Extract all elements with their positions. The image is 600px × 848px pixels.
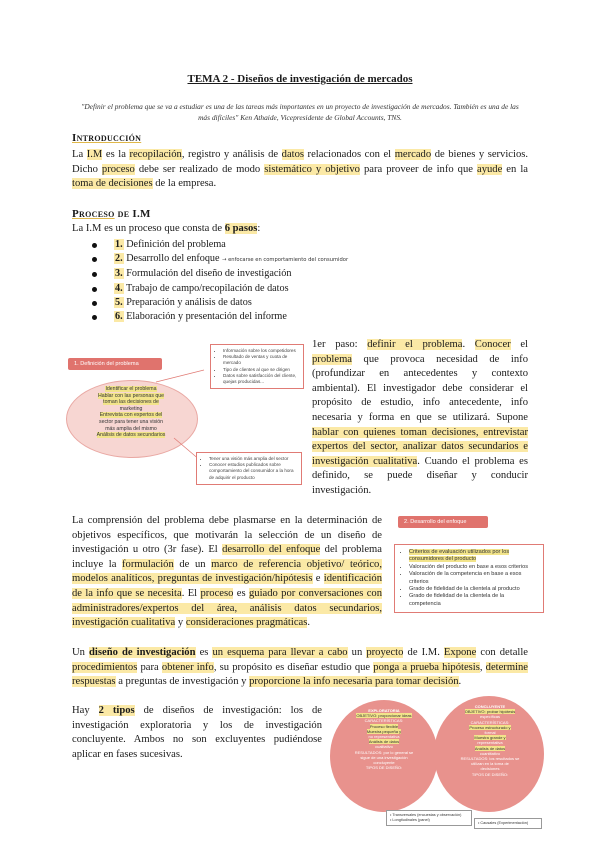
step-2-note: → enfocarse en comportamiento del consumidor xyxy=(222,257,349,264)
slide-definicion-problema xyxy=(64,342,304,492)
steps-list xyxy=(92,238,352,324)
intro-paragraph: La I.M es la recopilación, registro y análisis de datos relacionados con el mercado de bienes y servicios. Dicho proceso debe ser realizado de modo sistemático y objetivo para proveer de info que ayude en la toma de decisiones de la empresa. xyxy=(72,149,529,190)
step-1: 1. Definición del problema xyxy=(92,238,352,252)
concluyente-types-box: • Causales (Experimentación) xyxy=(474,818,542,829)
diseno-paragraph: Un diseño de investigación es un esquema para llevar a cabo un proyecto de I.M. Expone con detalle procedimientos para obtener info, su propósito es diseñar estudio que ponga a prueba hipótesis, determine respuestas a preguntas de investigación y proporcione la info necesaria para tomar decisión. xyxy=(72,647,529,688)
document-title: TEMA 2 - Diseños de investigación de mercados xyxy=(187,73,413,85)
paso-1-paragraph: 1er paso: definir el problema. Conocer el problema que provoca necesidad de info (profundizar en antecedentes y contexto ambiental). El investigador debe considerar el propósito de estudio, info antecedente, info necesaria y forma en que se utilizará. Supone hablar con quienes toman decisiones, entrevistar expertos del sector, analizar datos secundarios e investigación cualitativa. Cuando el problema es definido, se puede diseñar y conducir investigación. xyxy=(312,339,529,496)
slide-desarrollo-enfoque xyxy=(394,514,544,618)
slide-1-box-bottom: • Tener una visión más amplia del sector • Conocer estudios publicados sobre comportamiento del consumidor a la hora de adquirir el producto xyxy=(196,452,302,485)
exploratoria-text: EXPLORATORIA OBJETIVO: proporcionar ideas CARACTERÍSTICAS: Proceso flexible Muestra pequeña y no representativa Análisis de datos cualitativo RESULTADOS: por lo general se sigue de una investigación concluyente TIPOS DE DISEÑO: xyxy=(354,708,414,771)
step-5: 5. Preparación y análisis de datos xyxy=(92,296,352,310)
section-heading-introduccion: Introducción xyxy=(72,132,142,144)
epigraph-quote: "Definir el problema que se va a estudiar es una de las tareas más importantes en un proyecto de investigación de mercados. También es una de las más difíciles" Ken Athaide, Vicepresidente de Global Accounts, TNS. xyxy=(81,102,519,122)
paso-2-paragraph: La comprensión del problema debe plasmarse en la determinación de objetivos específicos, que motivarán la selección de un diseño de investigación u otro (3r fase). El desarrollo del enfoque del problema incluye la formulación de un marco de referencia objetivo/ teórico, modelos analíticos, preguntas de investigación/hipótesis e identificación de la info que se necesita. El proceso es guiado por conversaciones con administradores/expertos del área, análisis datos secundarios, investigación cualitativa y consideraciones pragmáticas. xyxy=(72,515,383,629)
step-6: 6. Elaboración y presentación del informe xyxy=(92,310,352,324)
slide-1-box-top: • Información sobre los competidores • Resultado de ventas y cuota de mercado • Tipo de clientes al que se dirigen • Datos sobre satisfacción del cliente, quejas producidas... xyxy=(210,344,304,389)
step-3: 3. Formulación del diseño de investigación xyxy=(92,267,352,281)
concluyente-text: CONCLUYENTE OBJETIVO: probar hipótesis específicas CARACTERÍSTICAS: Proceso estructurado y formal Muestra grande y representativa Análisis de datos cuantitativo RESULTADOS: los resultados se utilizan en la toma de decisiones TIPOS DE DISEÑO: xyxy=(460,704,520,777)
exploratoria-types-box: • Transversales (encuestas y observación) • Longitudinales (panel) xyxy=(386,810,472,826)
slide-1-ellipse-text: Identificar el problema Hablar con las personas que toman las decisiones de marketing Entrevista con expertos del sector para tener una visión más amplia del mismo Análisis de datos secundarios xyxy=(96,386,166,439)
slide-1-header: 1. Definición del problema xyxy=(68,358,162,370)
section-heading-proceso: Proceso de I.M xyxy=(72,208,151,220)
tipos-paragraph: Hay 2 tipos de diseños de investigación: los de investigación exploratoria y los de investigación concluyente. Ambos no son excluyentes pudiéndose aplicar en fases sucesivas. xyxy=(72,705,322,760)
step-2: 2. Desarrollo del enfoque → enfocarse en comportamiento del consumidor xyxy=(92,252,352,267)
slide-2-criteria-box: • Criterios de evaluación utilizados por los consumidores del producto • Valoración del producto en base a esos criterios • Valoración de la competencia en base a esos criterios • Grado de fidelidad de la clientela al producto • Grado de fidelidad de la clientela de la competencia xyxy=(394,544,544,613)
slide-2-header: 2. Desarrollo del enfoque xyxy=(398,516,488,528)
proceso-intro: La I.M es un proceso que consta de 6 pasos: xyxy=(72,223,261,234)
slide-tipos-diseno xyxy=(330,700,544,840)
step-4: 4. Trabajo de campo/recopilación de datos xyxy=(92,282,352,296)
